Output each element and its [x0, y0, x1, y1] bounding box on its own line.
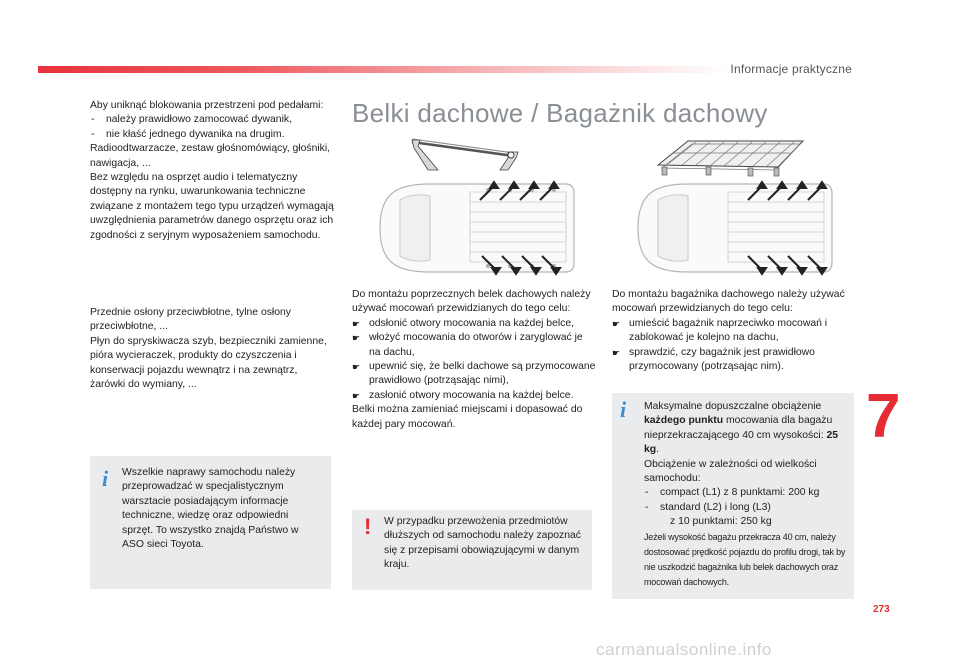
chapter-number: 7 [866, 382, 901, 451]
left-paragraph-2: Przednie osłony przeciwbłotne, tylne osłony przeciwbłotne, ... Płyn do spryskiwacza szyb, bezpieczniki zamienne, pióra wycieraczek, produkty do czyszczenia i konserwacji pojazdu wewnątrz i na zewnątrz, żarówki do wymiany, ... [90, 307, 327, 391]
pedal-list [90, 113, 335, 142]
list-item: ☛ zasłonić otwory mocowania na każdej belce. [352, 389, 597, 403]
load-info-line: mocowania dla bagażu nieprzekraczającego 40 cm wysokości: [644, 415, 833, 441]
warning-box [352, 510, 592, 590]
info-box-repairs [90, 456, 331, 589]
load-info-bold: każdego punktu [644, 415, 724, 427]
load-by-size-sub: z 10 punktami: 250 kg [670, 516, 772, 528]
list-item: ☛ włożyć mocowania do otworów i zaryglować je na dachu, [352, 331, 597, 360]
left-paragraph-1 [90, 99, 335, 243]
list-item: ☛ umieścić bagażnik naprzeciwko mocowań i zablokować je kolejno na dachu, [612, 317, 857, 346]
roof-rack-instructions [612, 288, 857, 374]
warning-icon: ! [364, 514, 372, 539]
roof-bars-outro: Belki można zamieniać miejscami i dopasować do każdej pary mocowań. [352, 404, 583, 430]
page-title: Belki dachowe / Bagażnik dachowy [352, 98, 768, 128]
section-title: Informacje praktyczne [730, 62, 852, 76]
roof-rack-intro: Do montażu bagażnika dachowego należy używać mocowań przewidzianych do tego celu: [612, 289, 845, 315]
load-info [644, 400, 849, 458]
roof-bars-instructions [352, 288, 597, 432]
list-item: ☛ sprawdzić, czy bagażnik jest prawidłowo przymocowany (potrząsając nim). [612, 346, 857, 375]
list-item: - compact (L1) z 8 punktami: 200 kg [644, 486, 849, 500]
pedal-intro: Aby uniknąć blokowania przestrzeni pod pedałami: [90, 100, 324, 111]
load-info-line: Maksymalne dopuszczalne obciążenie [644, 401, 822, 412]
header-accent-bar [38, 66, 728, 73]
list-item: - nie kłaść jednego dywanika na drugim. [90, 128, 335, 142]
roof-rack-illustration [648, 135, 808, 180]
load-note: Jeżeli wysokość bagażu przekracza 40 cm, należy dostosować prędkość pojazdu do profilu drogi, tak by nie uszkodzić bagażnika lub belek dachowych oraz mocowań dachowych. [644, 531, 846, 587]
warning-box-text: W przypadku przewożenia przedmiotów dłuższych od samochodu należy zapoznać się z przepisami obowiązującymi w danym kraju. [384, 516, 581, 571]
load-by-size-intro: Obciążenie w zależności od wielkości samochodu: [644, 458, 817, 485]
load-by-size-list [644, 486, 849, 515]
page-number: 273 [873, 604, 890, 615]
info-icon: i [102, 466, 109, 491]
van-top-view-illustration [370, 178, 580, 278]
roof-bars-steps [352, 317, 597, 403]
load-info-weight: 25 kg [644, 429, 839, 456]
load-info-line: . [656, 444, 660, 456]
van-top-view-illustration [628, 178, 838, 278]
info-box-text: Wszelkie naprawy samochodu należy przeprowadzać w specjalistycznym warsztacie posiadającym informacje techniczne, wiedzę oraz odpowiedni sprzęt. To wszystko znajdą Państwo w ASO sieci Toyota. [122, 467, 299, 551]
list-item: - standard (L2) i long (L3) [644, 501, 849, 515]
list-item: ☛ upewnić się, że belki dachowe są przymocowane prawidłowo (potrząsając nimi), [352, 360, 597, 389]
roof-bars-intro: Do montażu poprzecznych belek dachowych należy używać mocowań przewidzianych do tego celu: [352, 289, 591, 315]
roof-rack-steps [612, 317, 857, 375]
info-icon: i [620, 397, 627, 422]
audio-paragraph: Radioodtwarzacze, zestaw głośnomówiący, głośniki, nawigacja, ... Bez względu na osprzęt audio i telematyczny dostępny na rynku, uwarunkowania techniczne związane z montażem tego typu urządzeń wymagają uwzględnienia parametrów danego osprzętu oraz ich zgodności z seryjnym wyposażeniem samochodu. [90, 143, 334, 241]
list-item: - należy prawidłowo zamocować dywanik, [90, 113, 335, 127]
list-item: ☛ odsłonić otwory mocowania na każdej belce, [352, 317, 597, 331]
roof-bars-illustration [408, 136, 528, 176]
info-box-load [612, 393, 854, 599]
info-box-load-text [644, 400, 849, 590]
watermark: carmanualsonline.info [596, 640, 772, 659]
